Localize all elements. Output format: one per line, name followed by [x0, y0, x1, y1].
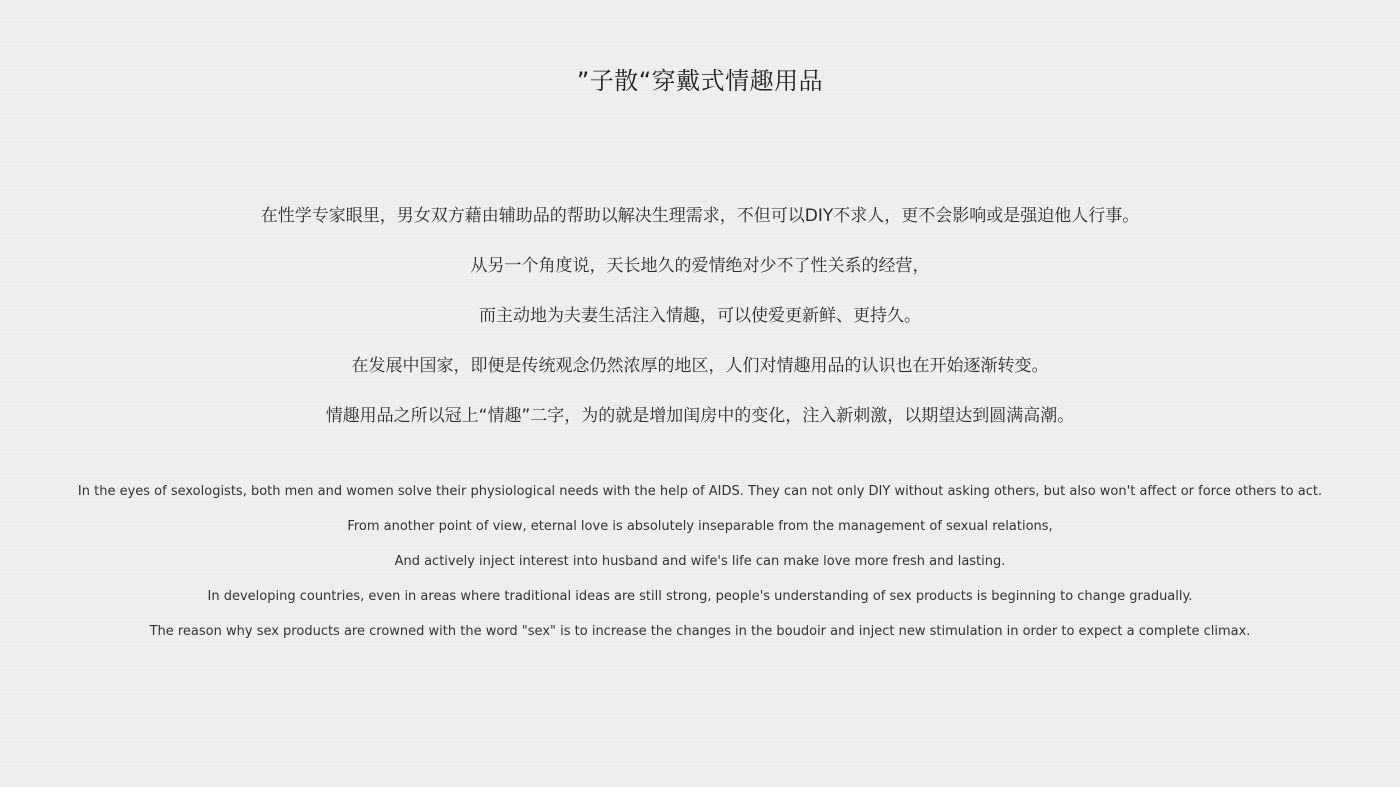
english-text-block — [0, 481, 1400, 656]
chinese-paragraph: 在发展中国家，即便是传统观念仍然浓厚的地区，人们对情趣用品的认识也在开始逐渐转变。 — [351, 356, 1049, 376]
chinese-text-block — [0, 202, 1400, 452]
page-title: ”子散“穿戴式情趣用品 — [576, 67, 824, 95]
chinese-paragraph: 情趣用品之所以冠上“情趣”二字，为的就是增加闺房中的变化，注入新刺激，以期望达到圆满高潮。 — [325, 406, 1075, 426]
chinese-paragraph: 而主动地为夫妻生活注入情趣，可以使爱更新鲜、更持久。 — [479, 306, 921, 326]
english-paragraph: In the eyes of sexologists, both men and women solve their physiological needs with the help of AIDS. They can not only DIY without asking others, but also won't affect or force others to act. — [77, 484, 1323, 499]
english-paragraph: From another point of view, eternal love is absolutely inseparable from the management of sexual relations, — [347, 519, 1053, 534]
english-paragraph: The reason why sex products are crowned with the word "sex" is to increase the changes in the boudoir and inject new stimulation in order to expect a complete climax. — [149, 624, 1251, 639]
chinese-paragraph: 在性学专家眼里，男女双方藉由辅助品的帮助以解决生理需求，不但可以DIY不求人，更不会影响或是强迫他人行事。 — [260, 206, 1140, 226]
english-paragraph: In developing countries, even in areas where traditional ideas are still strong, people's understanding of sex products is beginning to change gradually. — [207, 589, 1193, 604]
english-paragraph: And actively inject interest into husband and wife's life can make love more fresh and lasting. — [394, 554, 1006, 569]
chinese-paragraph: 从另一个角度说，天长地久的爱情绝对少不了性关系的经营， — [470, 256, 930, 276]
